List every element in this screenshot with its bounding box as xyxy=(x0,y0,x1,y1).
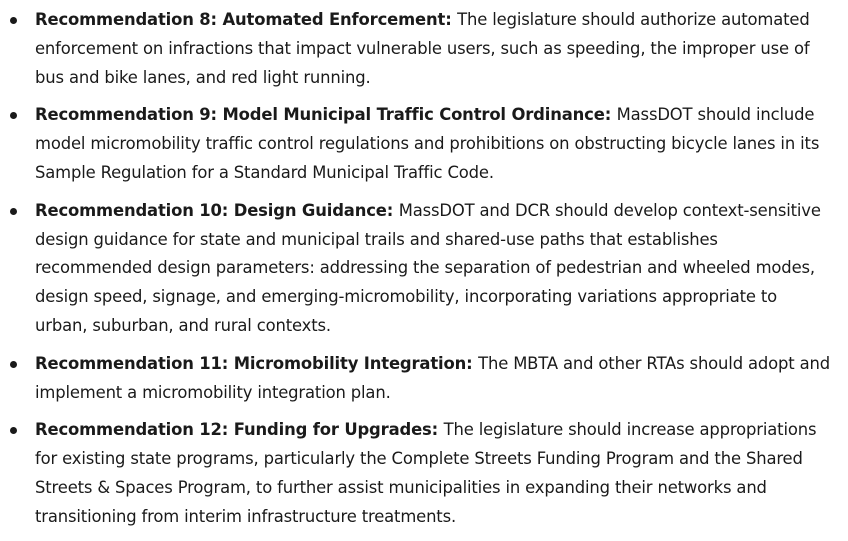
bullet-icon xyxy=(10,112,17,119)
recommendation-title: Recommendation 12: Funding for Upgrades: xyxy=(35,420,444,440)
bullet-icon xyxy=(10,208,17,215)
list-item xyxy=(0,197,848,341)
recommendation-title: Recommendation 10: Design Guidance: xyxy=(35,200,399,220)
recommendation-body: The legislature should increase appropriations for existing state programs, particularly the Complete Streets Funding Program and the Shared Streets & Spaces Program, to further assist municipalities in expanding their networks and transitioning from interim infrastructure treatments. xyxy=(35,420,817,526)
recommendation-title: Recommendation 8: Automated Enforcement: xyxy=(35,10,458,29)
bullet-icon xyxy=(10,17,17,24)
recommendation-title: Recommendation 11: Micromobility Integration: xyxy=(35,353,479,373)
recommendation-body: MassDOT and DCR should develop context-sensitive design guidance for state and municipal trails and shared-use paths that establishes recommended design parameters: addressing the separation of pedestrian and wheeled modes, design speed, signage, and emerging-micromobility, incorporating variations appropriate to urban, suburban, and rural contexts. xyxy=(35,200,821,335)
recommendation-body: The MBTA and other RTAs should adopt and implement a micromobility integration plan. xyxy=(35,353,831,402)
recommendation-body: MassDOT should include model micromobility traffic control regulations and prohibitions on obstructing bicycle lanes in its Sample Regulation for a Standard Municipal Traffic Code. xyxy=(35,105,820,182)
recommendation-body: The legislature should authorize automated enforcement on infractions that impact vulnerable users, such as speeding, the improper use of bus and bike lanes, and red light running. xyxy=(35,10,810,87)
bullet-icon xyxy=(10,361,17,368)
bullet-icon xyxy=(10,427,17,434)
list-item xyxy=(0,6,848,92)
recommendation-list xyxy=(0,6,848,541)
list-item xyxy=(0,101,848,187)
list-item xyxy=(0,350,848,408)
list-item xyxy=(0,416,848,531)
recommendation-title: Recommendation 9: Model Municipal Traffic Control Ordinance: xyxy=(35,105,617,125)
